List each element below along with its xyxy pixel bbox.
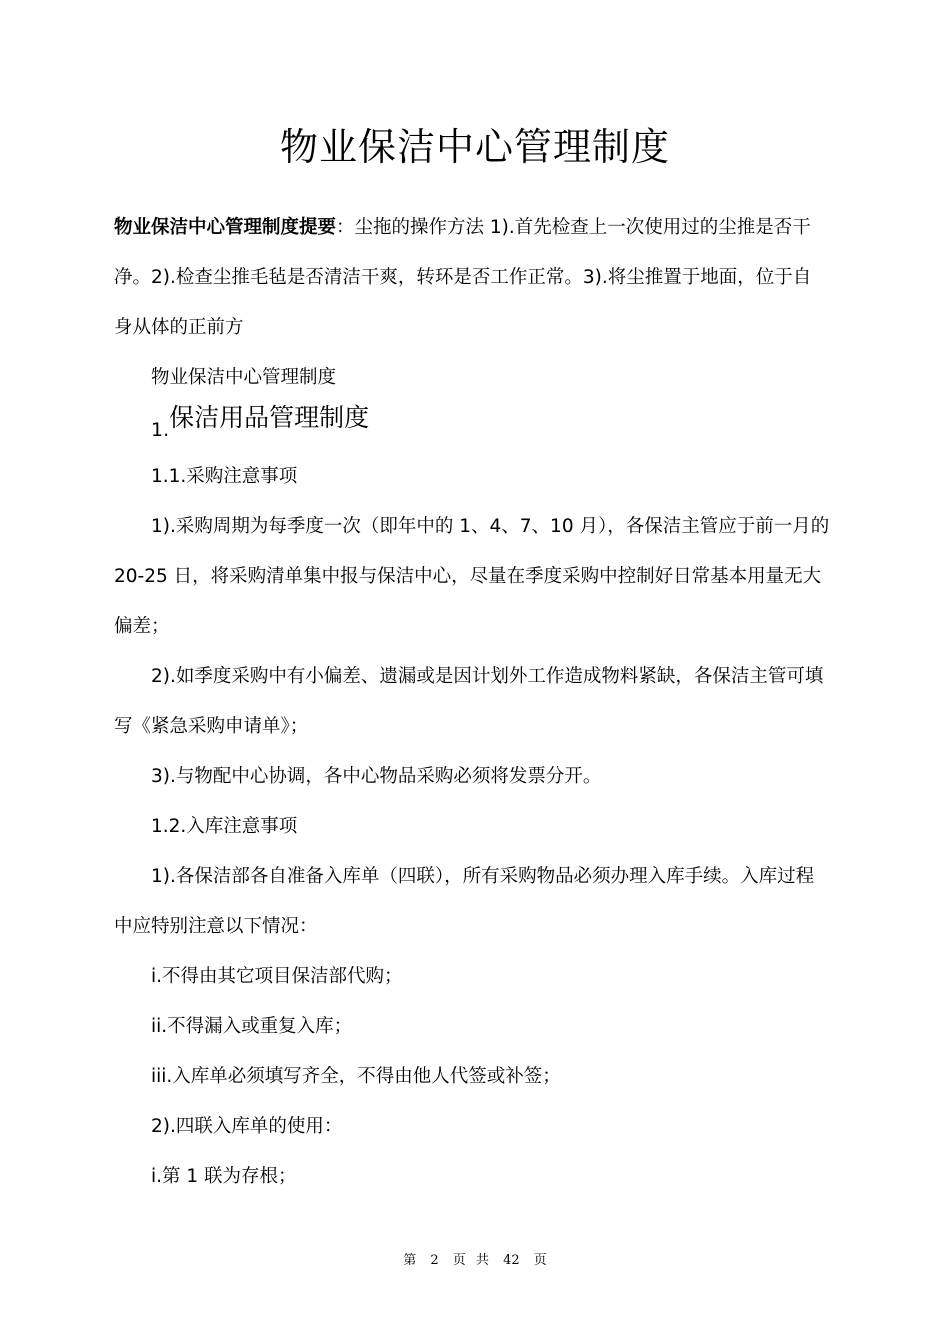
paragraph-line: 中应特别注意以下情况：: [114, 916, 318, 937]
paragraph-line: 1.1.采购注意事项: [151, 466, 298, 487]
footer-suffix: 页: [533, 1253, 547, 1268]
section-heading: [151, 398, 369, 441]
paragraph-line: 1).采购周期为每季度一次（即年中的 1、4、7、10 月），各保洁主管应于前一月的: [151, 516, 830, 537]
page-footer: [0, 1249, 950, 1268]
summary-label: 物业保洁中心管理制度提要: [114, 217, 337, 238]
list-item: i.不得由其它项目保洁部代购；: [151, 966, 403, 987]
section-number: 1.: [151, 419, 170, 441]
document-title: 物业保洁中心管理制度: [279, 125, 670, 169]
paragraph-line: 2).四联入库单的使用：: [151, 1116, 343, 1137]
footer-mid: 页 共: [452, 1253, 489, 1268]
summary-text-1: ：尘拖的操作方法 1).首先检查上一次使用过的尘推是否干: [336, 217, 811, 238]
paragraph-line: 1).各保洁部各自准备入库单（四联），所有采购物品必须办理入库手续。入库过程: [151, 866, 815, 887]
list-item: ii.不得漏入或重复入库；: [151, 1016, 353, 1037]
paragraph-line: 1.2.入库注意事项: [151, 816, 298, 837]
section-title: 保洁用品管理制度: [169, 403, 370, 432]
paragraph-line: 偏差；: [114, 616, 170, 637]
paragraph-line: 20-25 日，将采购清单集中报与保洁中心，尽量在季度采购中控制好日常基本用量无大: [114, 566, 822, 587]
paragraph-line: 3).与物配中心协调，各中心物品采购必须将发票分开。: [151, 766, 602, 787]
footer-prefix: 第: [403, 1253, 417, 1268]
summary-line-3: 身从体的正前方: [114, 317, 244, 338]
summary-line-1: [114, 203, 838, 253]
list-item: iii.入库单必须填写齐全，不得由他人代签或补签；: [151, 1066, 561, 1087]
list-item: i.第 1 联为存根；: [151, 1166, 297, 1187]
subtitle: 物业保洁中心管理制度: [151, 367, 337, 388]
total-pages: 42: [503, 1253, 520, 1268]
summary-line-2: 净。2).检查尘推毛毡是否清洁干爽，转环是否工作正常。3).将尘推置于地面，位于自: [114, 267, 812, 288]
paragraph-line: 写《紧急采购申请单》；: [114, 716, 309, 737]
paragraph-line: 2).如季度采购中有小偏差、遗漏或是因计划外工作造成物料紧缺，各保洁主管可填: [151, 666, 824, 687]
current-page-number: 2: [430, 1253, 439, 1268]
